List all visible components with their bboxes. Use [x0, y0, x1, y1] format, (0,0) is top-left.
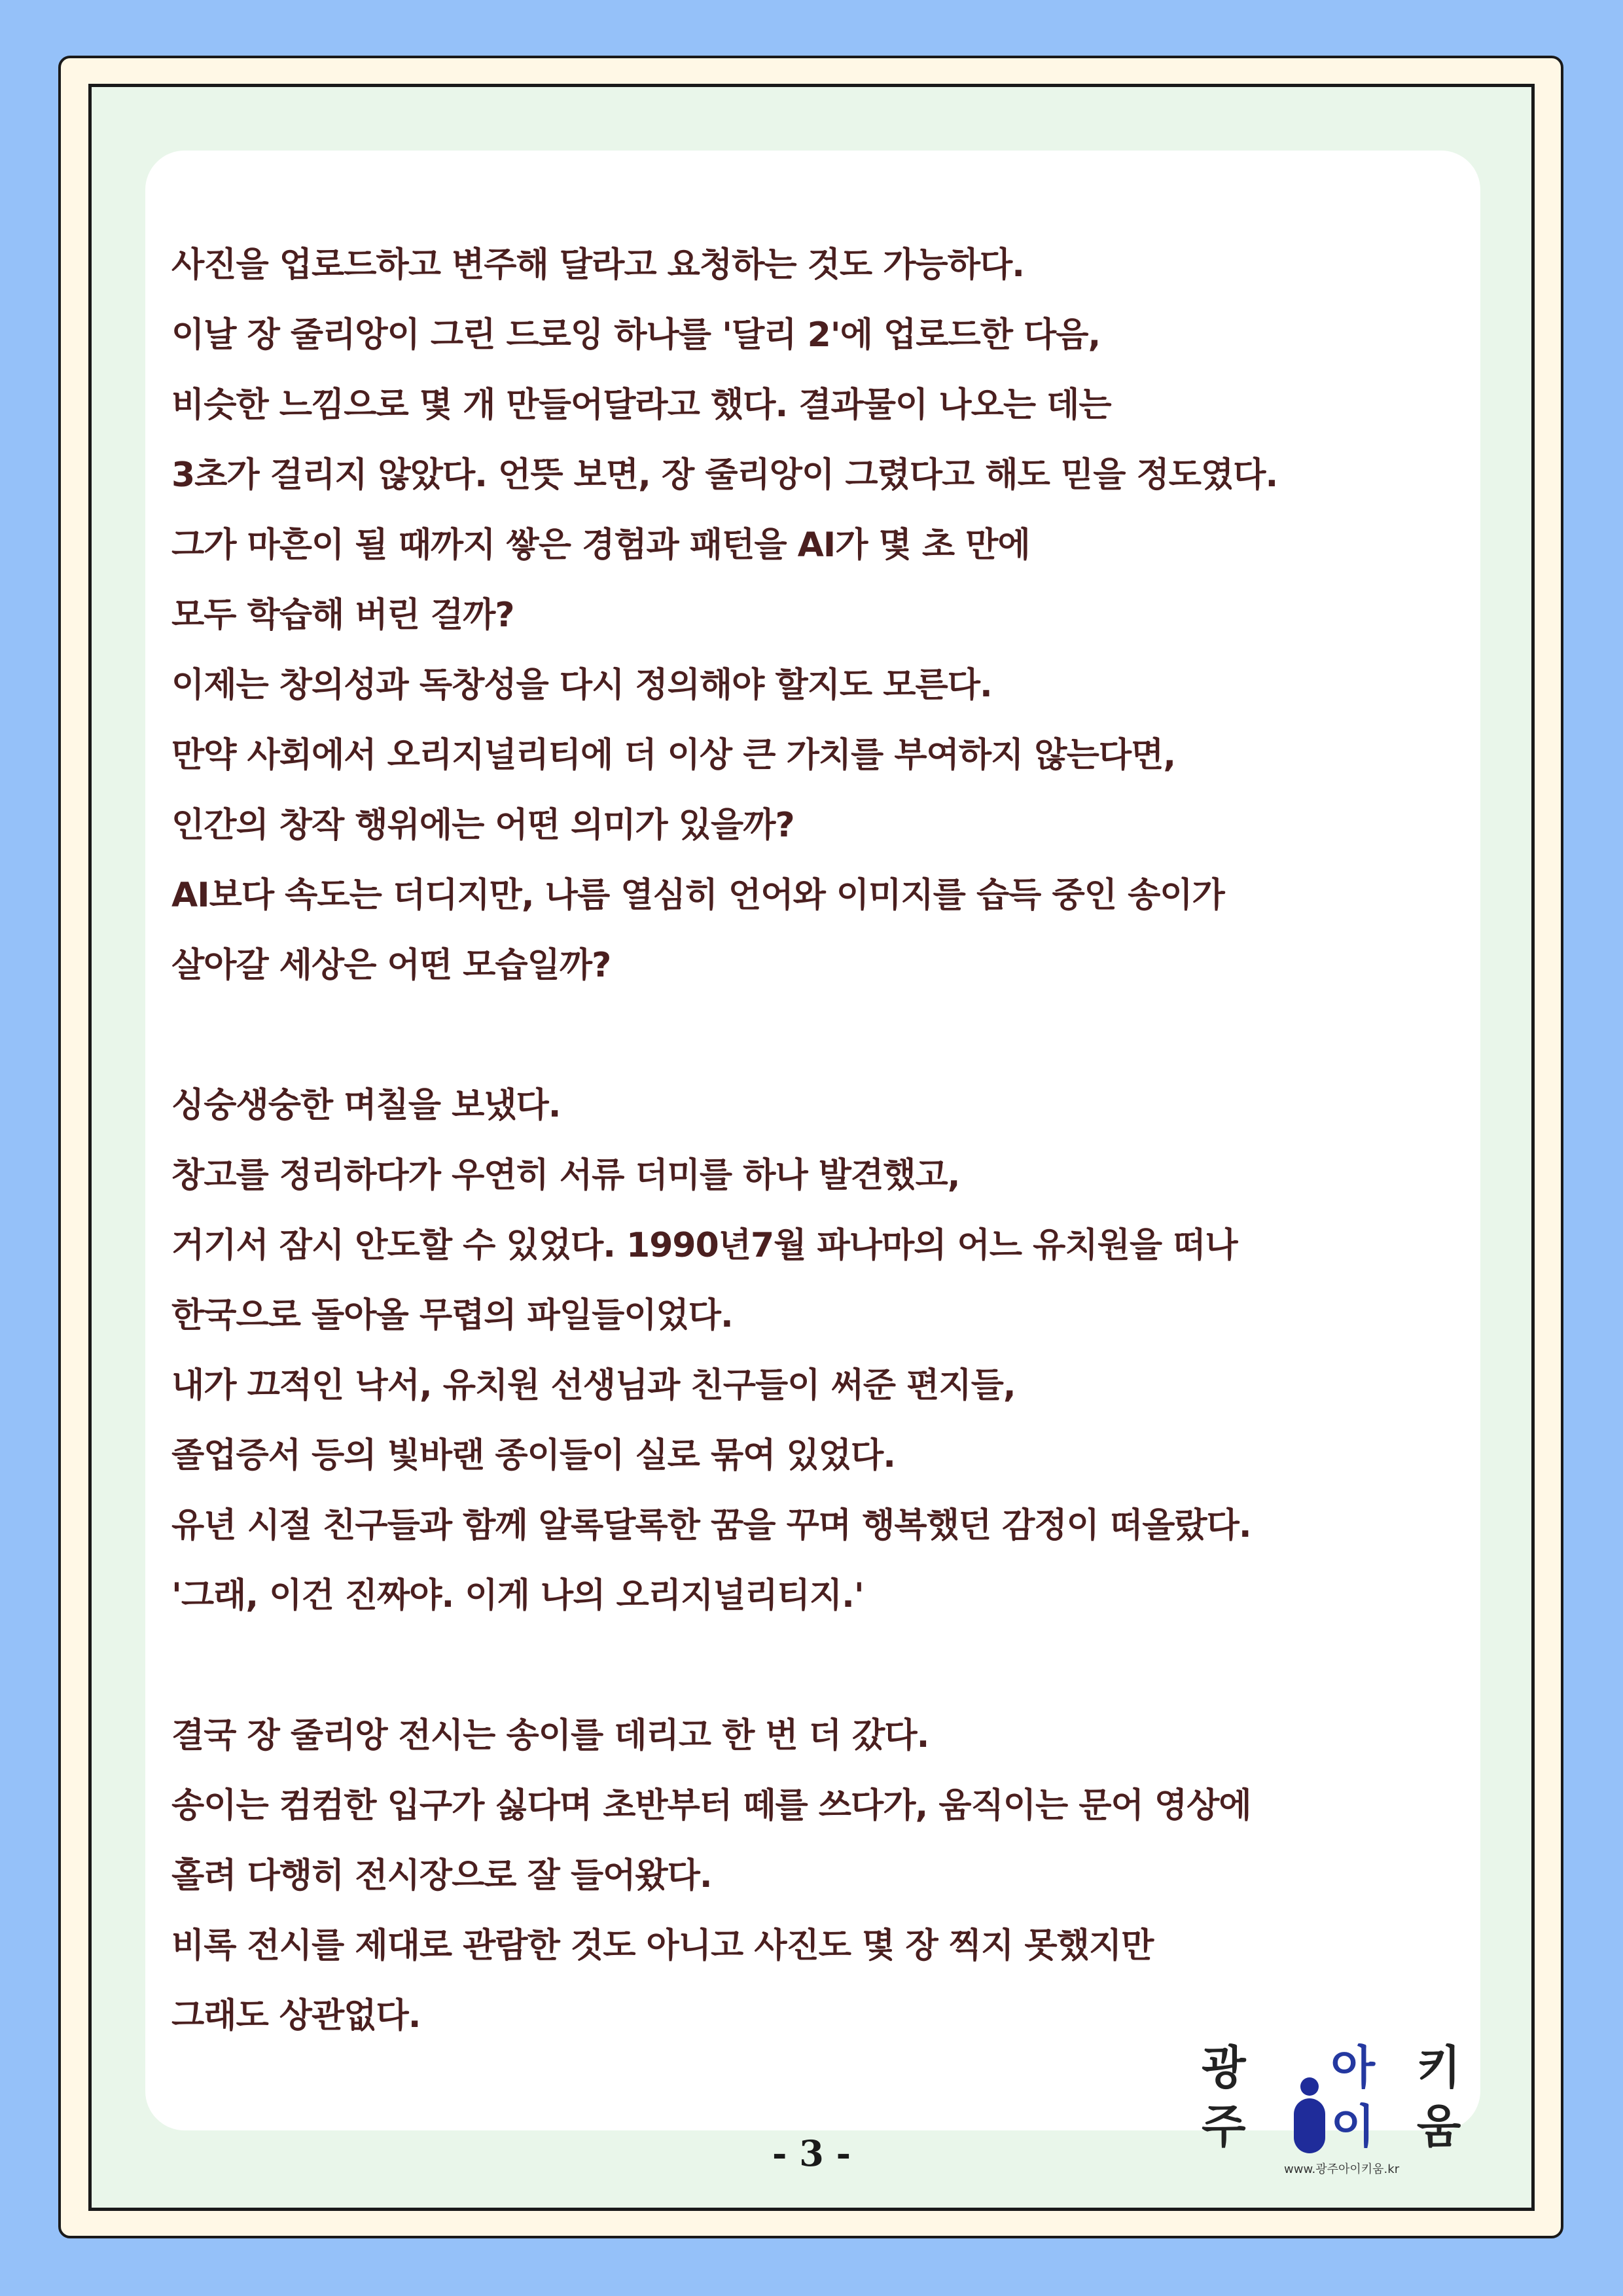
text-line: AI보다 속도는 더디지만, 나름 열심히 언어와 이미지를 습득 중인 송이가: [171, 876, 1224, 915]
logo-text-right: 키움: [1416, 2041, 1461, 2153]
text-line: 졸업증서 등의 빛바랜 종이들이 실로 묶여 있었다.: [171, 1436, 896, 1475]
paragraph-3: [171, 1701, 1454, 2051]
text-line: 한국으로 돌아올 무렵의 파일들이었다.: [171, 1296, 733, 1335]
text-line: 창고를 정리하다가 우연히 서류 더미를 하나 발견했고,: [171, 1156, 960, 1195]
text-line: 거기서 잠시 안도할 수 있었다. 1990년7월 파나마의 어느 유치원을 떠나: [171, 1226, 1238, 1265]
document-body: [171, 230, 1454, 2051]
person-body-shape: [1294, 2098, 1325, 2153]
text-line: 3초가 걸리지 않았다. 언뜻 보면, 장 줄리앙이 그렸다고 해도 믿을 정도였다.: [171, 456, 1278, 495]
text-line: 싱숭생숭한 며칠을 보냈다.: [171, 1086, 561, 1125]
text-line: 송이는 컴컴한 입구가 싫다며 초반부터 떼를 쓰다가, 움직이는 문어 영상에: [171, 1786, 1251, 1825]
paragraph-1: [171, 230, 1454, 1001]
text-line: 비록 전시를 제대로 관람한 것도 아니고 사진도 몇 장 찍지 못했지만: [171, 1926, 1154, 1965]
paragraph-gap: [171, 1631, 1454, 1701]
paragraph-2: [171, 1071, 1454, 1631]
text-line: 유년 시절 친구들과 함께 알록달록한 꿈을 꾸며 행복했던 감정이 떠올랐다.: [171, 1506, 1251, 1545]
logo-text-blue: 아이: [1330, 2041, 1376, 2153]
text-line: 결국 장 줄리앙 전시는 송이를 데리고 한 번 더 갔다.: [171, 1716, 929, 1755]
text-line: 인간의 창작 행위에는 어떤 의미가 있을까?: [171, 806, 794, 845]
logo: [1202, 2041, 1503, 2179]
text-line: 그래도 상관없다.: [171, 1996, 421, 2036]
logo-wordmark: [1202, 2041, 1503, 2156]
paragraph-gap: [171, 1001, 1454, 1071]
text-line: 홀려 다행히 전시장으로 잘 들어왔다.: [171, 1856, 712, 1895]
text-line: 내가 끄적인 낙서, 유치원 선생님과 친구들이 써준 편지들,: [171, 1366, 1016, 1405]
text-line: 그가 마흔이 될 때까지 쌓은 경험과 패턴을 AI가 몇 초 만에: [171, 526, 1030, 565]
text-line: 모두 학습해 버린 걸까?: [171, 596, 514, 635]
person-head-shape: [1300, 2077, 1319, 2096]
person-figure-icon: [1290, 2077, 1328, 2156]
logo-url: www.광주아이키움.kr: [1284, 2162, 1400, 2176]
text-line: 이제는 창의성과 독창성을 다시 정의해야 할지도 모른다.: [171, 666, 992, 705]
page-number: - 3 -: [772, 2132, 851, 2174]
logo-text-left: 광주: [1202, 2041, 1246, 2153]
text-line: 살아갈 세상은 어떤 모습일까?: [171, 946, 611, 985]
text-line: 사진을 업로드하고 변주해 달라고 요청하는 것도 가능하다.: [171, 245, 1024, 285]
text-line: 비슷한 느낌으로 몇 개 만들어달라고 했다. 결과물이 나오는 데는: [171, 386, 1111, 425]
text-line: 만약 사회에서 오리지널리티에 더 이상 큰 가치를 부여하지 않는다면,: [171, 736, 1176, 775]
text-line: '그래, 이건 진짜야. 이게 나의 오리지널리티지.': [171, 1576, 864, 1615]
text-line: 이날 장 줄리앙이 그린 드로잉 하나를 '달리 2'에 업로드한 다음,: [171, 315, 1101, 355]
